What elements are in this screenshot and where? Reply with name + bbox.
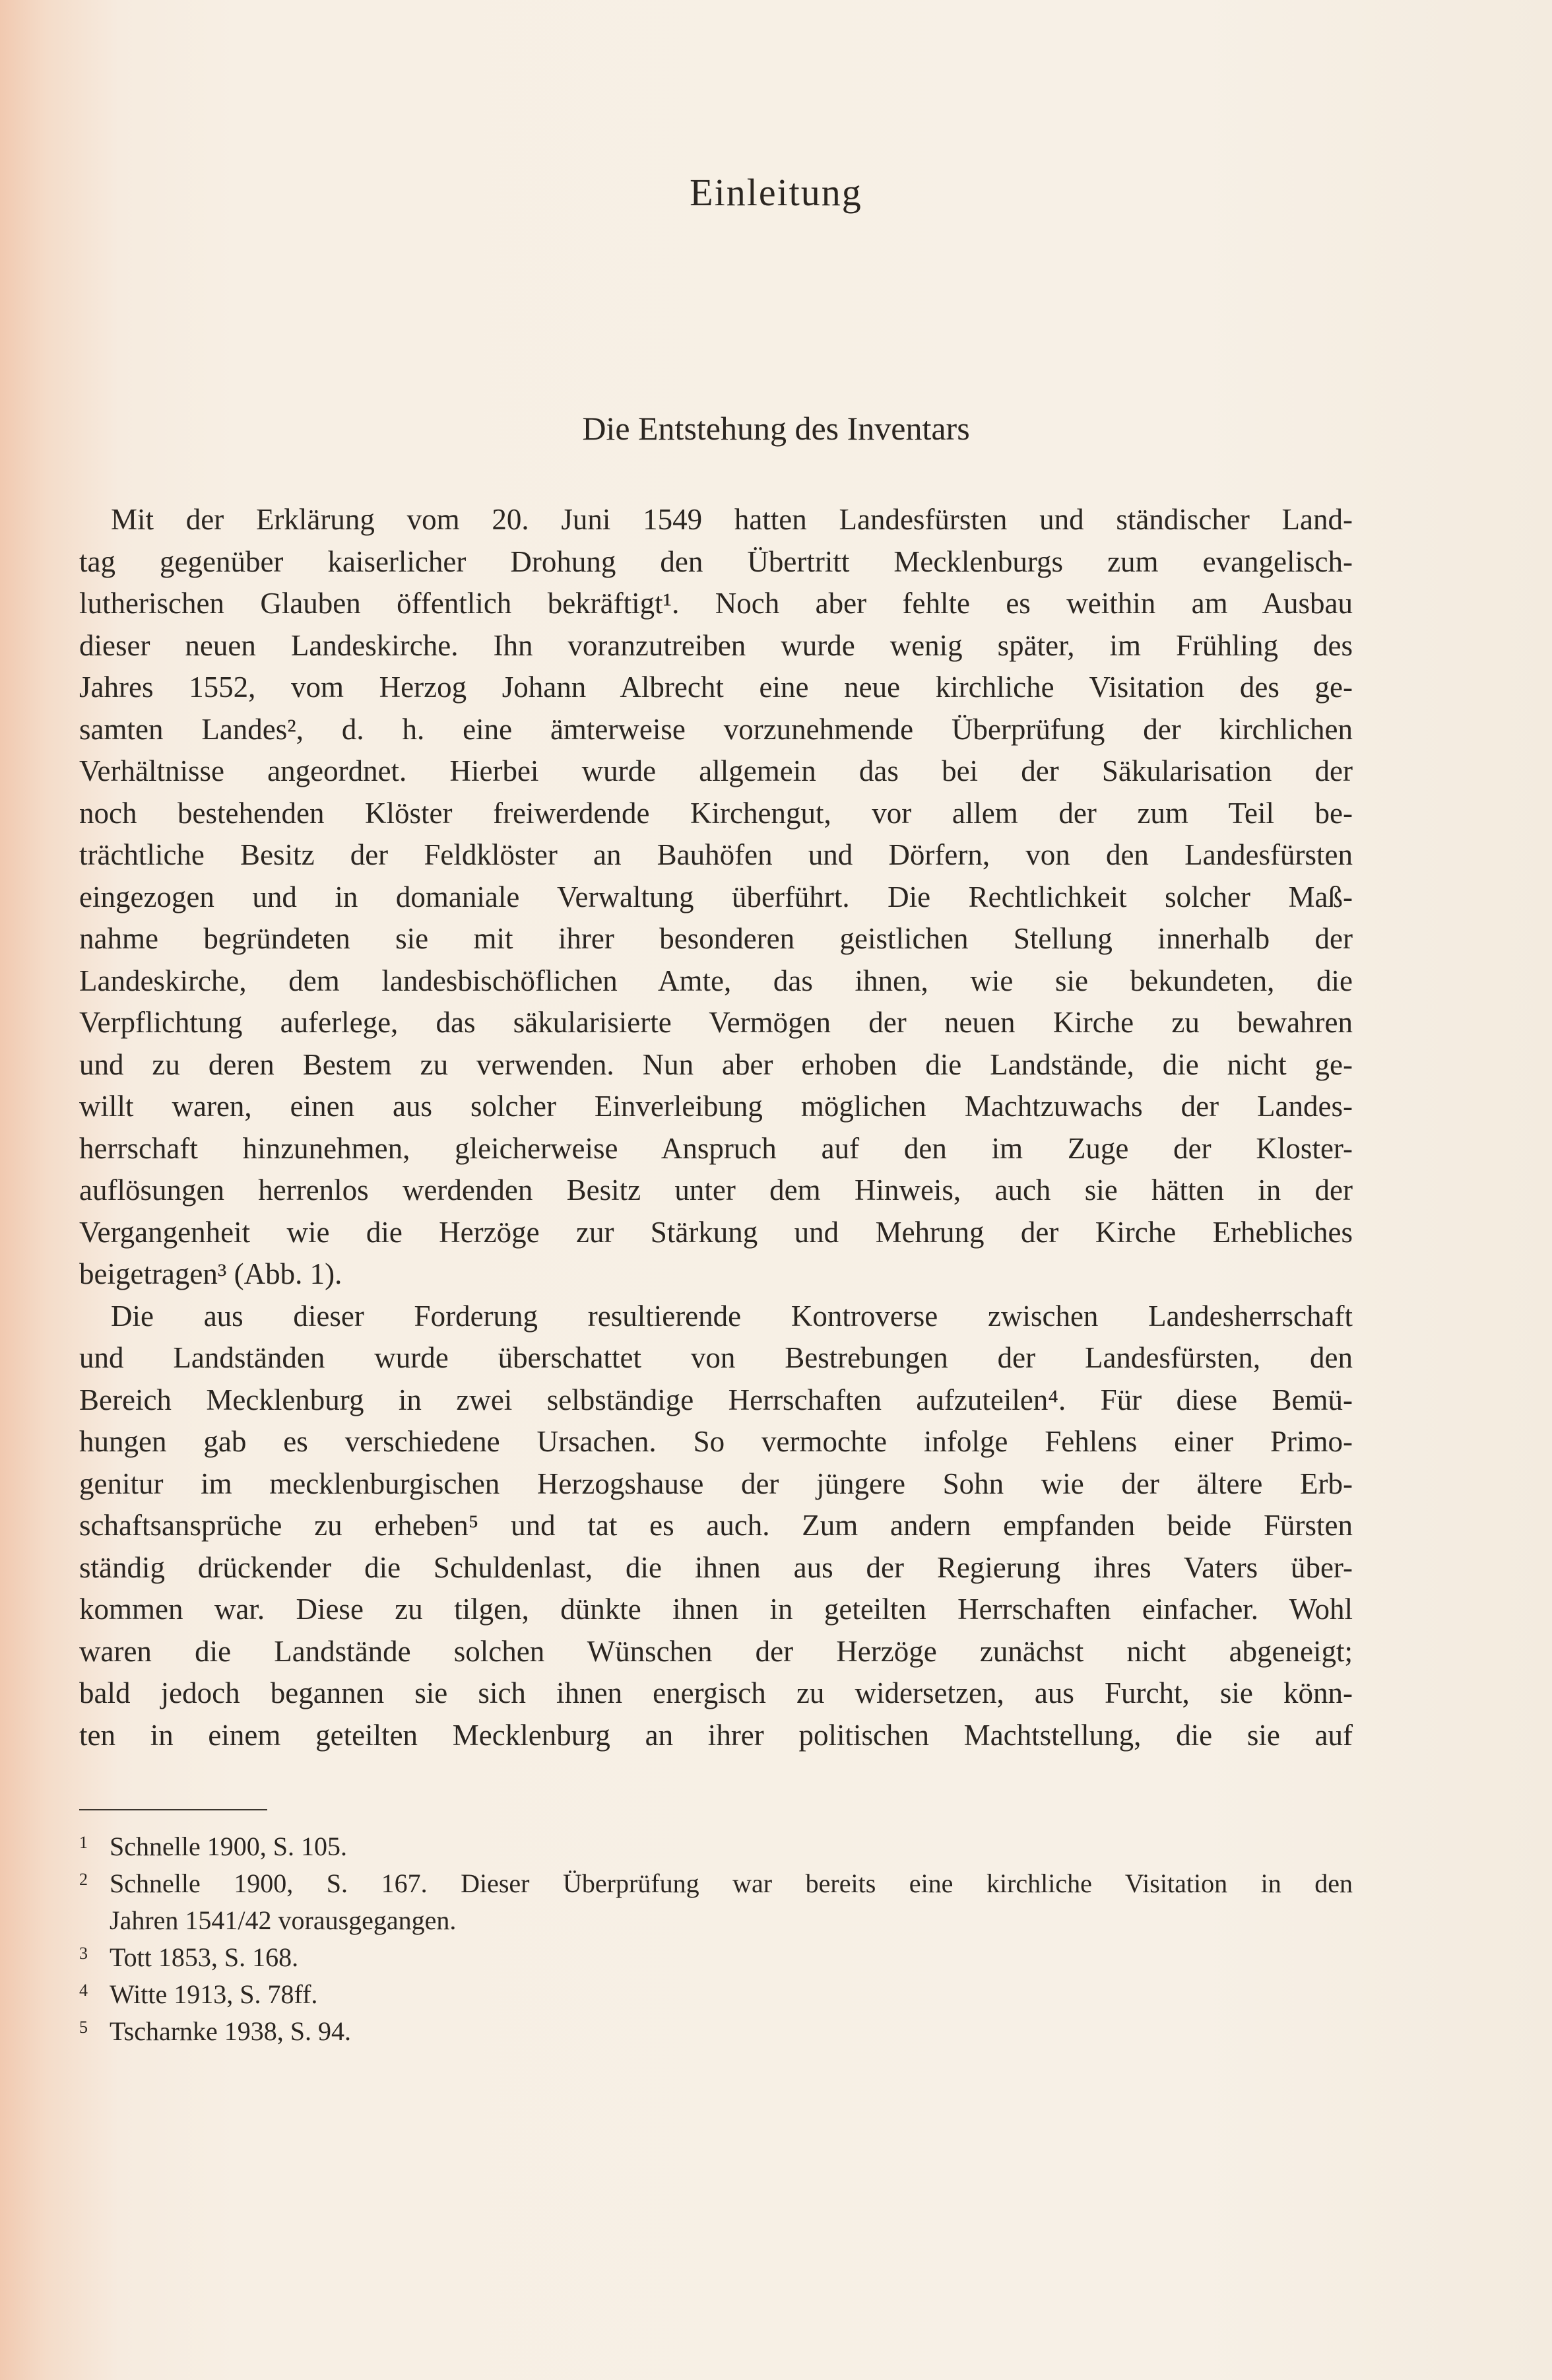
text-line: Bereich Mecklenburg in zwei selbständige Herrschaften aufzuteilen⁴. Für diese Bemü-	[79, 1383, 1353, 1416]
text-line: lutherischen Glauben öffentlich bekräftigt¹. Noch aber fehlte es weithin am Ausbau	[79, 587, 1353, 620]
text-line: samten Landes², d. h. eine ämterweise vorzunehmende Überprüfung der kirchlichen	[79, 712, 1353, 746]
text-line: Verpflichtung auferlege, das säkularisierte Vermögen der neuen Kirche zu bewahren	[79, 1006, 1353, 1039]
paragraph-2	[79, 1296, 1353, 1757]
footnote-number: 4	[79, 1981, 88, 2000]
text-line: Verhältnisse angeordnet. Hierbei wurde allgemein das bei der Säkularisation der	[79, 754, 1353, 787]
text-line: und zu deren Bestem zu verwenden. Nun aber erhoben die Landstände, die nicht ge-	[79, 1047, 1353, 1081]
section-title: Die Entstehung des Inventars	[582, 410, 970, 447]
footnote-text: Schnelle 1900, S. 105.	[110, 1832, 347, 1861]
footnote-text: Tott 1853, S. 168.	[110, 1942, 299, 1972]
text-line: ten in einem geteilten Mecklenburg an ihrer politischen Machtstellung, die sie auf	[79, 1718, 1353, 1752]
footnote-3	[79, 1939, 1353, 1976]
text-line: Jahres 1552, vom Herzog Johann Albrecht eine neue kirchliche Visitation des ge-	[79, 671, 1353, 704]
footnote-text: Tscharnke 1938, S. 94.	[110, 2016, 352, 2046]
text-line: dieser neuen Landeskirche. Ihn voranzutreiben wurde wenig später, im Frühling des	[79, 628, 1353, 662]
paragraph-1	[79, 499, 1353, 1296]
text-line: und Landständen wurde überschattet von Bestrebungen der Landesfürsten, den	[79, 1341, 1353, 1374]
text-line: Mit der Erklärung vom 20. Juni 1549 hatten Landesfürsten und ständischer Land-	[111, 503, 1353, 536]
text-line: trächtliche Besitz der Feldklöster an Bauhöfen und Dörfern, von den Landesfürsten	[79, 838, 1353, 871]
text-line: ständig drückender die Schuldenlast, die ihnen aus der Regierung ihres Vaters über-	[79, 1550, 1353, 1584]
footnote-text: Witte 1913, S. 78ff.	[110, 1979, 318, 2009]
text-line: willt waren, einen aus solcher Einverleibung möglichen Machtzuwachs der Landes-	[79, 1090, 1353, 1123]
footnote-number: 2	[79, 1870, 88, 1889]
text-line: waren die Landstände solchen Wünschen der Herzöge zunächst nicht abgeneigt;	[79, 1634, 1353, 1668]
footnote-number: 3	[79, 1944, 88, 1963]
text-line: nahme begründeten sie mit ihrer besonderen geistlichen Stellung innerhalb der	[79, 922, 1353, 955]
footnotes	[79, 1828, 1353, 2050]
text-line: tag gegenüber kaiserlicher Drohung den Übertritt Mecklenburgs zum evangelisch-	[79, 545, 1353, 578]
text-line: genitur im mecklenburgischen Herzogshause der jüngere Sohn wie der ältere Erb-	[79, 1467, 1353, 1500]
text-line: Landeskirche, dem landesbischöflichen Amte, das ihnen, wie sie bekundeten, die	[79, 964, 1353, 997]
text-line: herrschaft hinzunehmen, gleicherweise Anspruch auf den im Zuge der Kloster-	[79, 1131, 1353, 1165]
footnote-2	[79, 1865, 1353, 1939]
footnote-1	[79, 1828, 1353, 1865]
footnote-divider	[79, 1809, 267, 1810]
text-line: kommen war. Diese zu tilgen, dünkte ihnen in geteilten Herrschaften einfacher. Wohl	[79, 1593, 1353, 1626]
text-line: Vergangenheit wie die Herzöge zur Stärkung und Mehrung der Kirche Erhebliches	[79, 1215, 1353, 1249]
footnote-text: Schnelle 1900, S. 167. Dieser Überprüfung war bereits eine kirchliche Visitation in den	[110, 1868, 1353, 1898]
footnote-number: 1	[79, 1833, 88, 1852]
text-line: schaftsansprüche zu erheben⁵ und tat es auch. Zum andern empfanden beide Fürsten	[79, 1509, 1353, 1542]
text-line: auflösungen herrenlos werdenden Besitz unter dem Hinweis, auch sie hätten in der	[79, 1173, 1353, 1207]
body-text	[79, 499, 1353, 1756]
footnote-4	[79, 1976, 1353, 2013]
footnote-number: 5	[79, 2018, 88, 2037]
text-line: beigetragen³ (Abb. 1).	[79, 1257, 342, 1290]
text-line: noch bestehenden Klöster freiwerdende Kirchengut, vor allem der zum Teil be-	[79, 796, 1353, 830]
footnote-5	[79, 2013, 1353, 2050]
chapter-title: Einleitung	[690, 171, 862, 214]
text-line: bald jedoch begannen sie sich ihnen energisch zu widersetzen, aus Furcht, sie könn-	[79, 1676, 1353, 1709]
text-line: Die aus dieser Forderung resultierende Kontroverse zwischen Landesherrschaft	[111, 1299, 1353, 1333]
footnote-text: Jahren 1541/42 vorausgegangen.	[110, 1905, 457, 1935]
text-line: eingezogen und in domaniale Verwaltung überführt. Die Rechtlichkeit solcher Maß-	[79, 880, 1353, 913]
text-line: hungen gab es verschiedene Ursachen. So vermochte infolge Fehlens einer Primo-	[79, 1425, 1353, 1458]
